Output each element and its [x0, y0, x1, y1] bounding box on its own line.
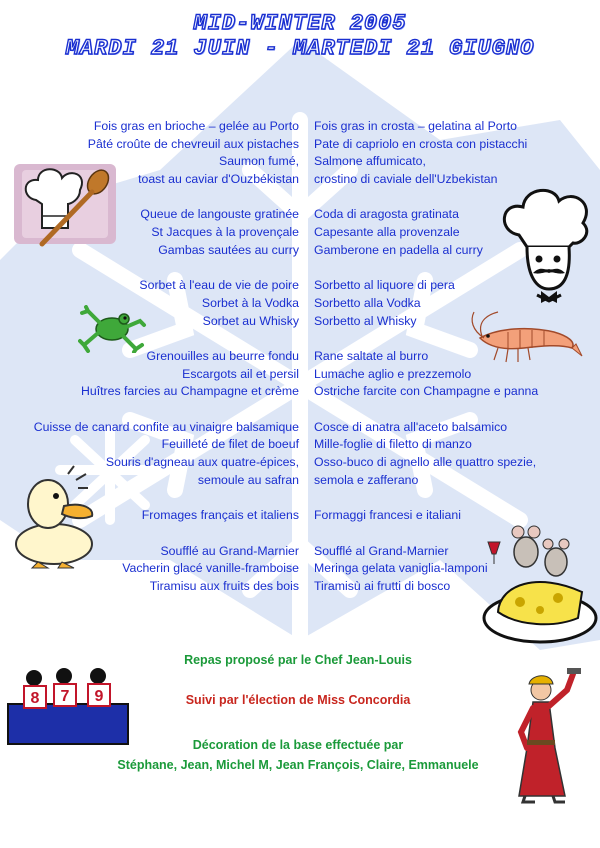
menu-item-italian: Cosce di anatra all'aceto balsamico: [314, 419, 508, 434]
title-line-1: MID-WINTER 2005: [193, 11, 407, 36]
menu-item-french: Soufflé au Grand-Marnier: [160, 543, 299, 558]
menu-item-french: Sorbet à l'eau de vie de poire: [139, 278, 299, 293]
menu-item-italian: Sorbetto al liquore di pera: [314, 278, 455, 293]
menu-row: [0, 419, 600, 437]
jury-score: 8: [30, 690, 40, 707]
menu-row: [0, 436, 600, 454]
menu-item-italian: Sorbetto al Whisky: [314, 313, 417, 328]
chef-credit: Repas proposé par le Chef Jean-Louis: [184, 653, 412, 667]
frog-icon: [78, 305, 148, 353]
menu-item-french: St Jacques à la provençale: [151, 225, 299, 240]
menu-item-french: Sorbet au Whisky: [202, 313, 299, 328]
menu-row: [0, 118, 600, 136]
menu-item-french: Gambas sautées au curry: [158, 242, 299, 257]
menu-item-french: Vacherin glacé vanille-framboise: [122, 561, 299, 576]
menu-item-italian: Gamberone en padella al curry: [314, 242, 483, 257]
menu-item-french: Saumon fumé,: [219, 154, 299, 169]
menu-item-italian: Capesante alla provenzale: [314, 225, 460, 240]
menu-row: [0, 136, 600, 154]
menu-item-italian: Mille-foglie di filetto di manzo: [314, 437, 472, 452]
menu-row: [0, 366, 600, 384]
menu-item-french: semoule au safran: [197, 472, 299, 487]
menu-item-italian: Formaggi francesi e italiani: [314, 508, 461, 523]
miss-election-line: Suivi par l'élection de Miss Concordia: [185, 693, 411, 707]
shrimp-icon: [468, 310, 586, 365]
menu-item-french: Fois gras en brioche – gelée au Porto: [93, 119, 299, 133]
chef-face-icon: [497, 185, 597, 305]
menu-item-french: Escargots ail et persil: [182, 366, 299, 381]
menu-item-french: Tiramisu aux fruits des bois: [149, 578, 299, 593]
menu-item-italian: Salmone affumicato,: [314, 154, 426, 169]
menu-item-french: Huîtres farcies au Champagne et crème: [80, 384, 299, 399]
jury-score: 7: [60, 688, 70, 705]
menu-item-french: Feuilleté de filet de boeuf: [161, 437, 299, 452]
menu-item-french: Pâté croûte de chevreuil aux pistaches: [87, 136, 299, 151]
menu-item-french: Queue de langouste gratinée: [140, 207, 299, 222]
menu-item-french: Souris d'agneau aux quatre-épices,: [105, 455, 299, 470]
miss-figure-icon: [505, 668, 590, 804]
menu-item-french: Grenouilles au beurre fondu: [146, 348, 299, 363]
menu-item-italian: Fois gras in crosta – gelatina al Porto: [314, 119, 518, 133]
menu-item-italian: Ostriche farcite con Champagne e panna: [314, 384, 539, 399]
jury-score: 9: [94, 688, 104, 705]
menu-item-italian: Rane saltate al burro: [314, 348, 429, 363]
menu-item-italian: semola e zafferano: [314, 472, 419, 487]
duck-icon: [8, 462, 100, 570]
menu-spacer: [0, 401, 600, 419]
chef-hat-spoon-icon: [8, 160, 123, 250]
menu-item-italian: Osso-buco di agnello alle quattro spezie,: [314, 455, 537, 470]
menu-item-french: Cuisse de canard confite au vinaigre balsamique: [33, 419, 299, 434]
menu-item-italian: Coda di aragosta gratinata: [314, 207, 459, 222]
menu-item-italian: Soufflé al Grand-Marnier: [314, 543, 449, 558]
menu-item-french: Fromages français et italiens: [141, 508, 299, 523]
mice-cheese-icon: [478, 518, 598, 646]
menu-item-italian: crostino di caviale dell'Uzbekistan: [314, 172, 498, 187]
menu-item-french: toast au caviar d'Ouzbékistan: [138, 172, 299, 187]
menu-item-french: Sorbet à la Vodka: [201, 295, 299, 310]
menu-item-italian: Tiramisù ai frutti di bosco: [314, 578, 451, 593]
menu-row: [0, 383, 600, 401]
menu-item-italian: Sorbetto alla Vodka: [314, 295, 421, 310]
title-line-2: MARDI 21 JUIN - MARTEDI 21 GIUGNO: [65, 36, 535, 61]
decoration-credit: Décoration de la base effectuée par: [192, 738, 404, 752]
decoration-names: Stéphane, Jean, Michel M, Jean François, Claire, Emmanuele: [117, 758, 479, 772]
menu-item-italian: Meringa gelata vaniglia-lamponi: [314, 561, 488, 576]
menu-item-italian: Pate di capriolo en crosta con pistacchi: [314, 136, 528, 151]
menu-item-italian: Lumache aglio e prezzemolo: [314, 366, 472, 381]
